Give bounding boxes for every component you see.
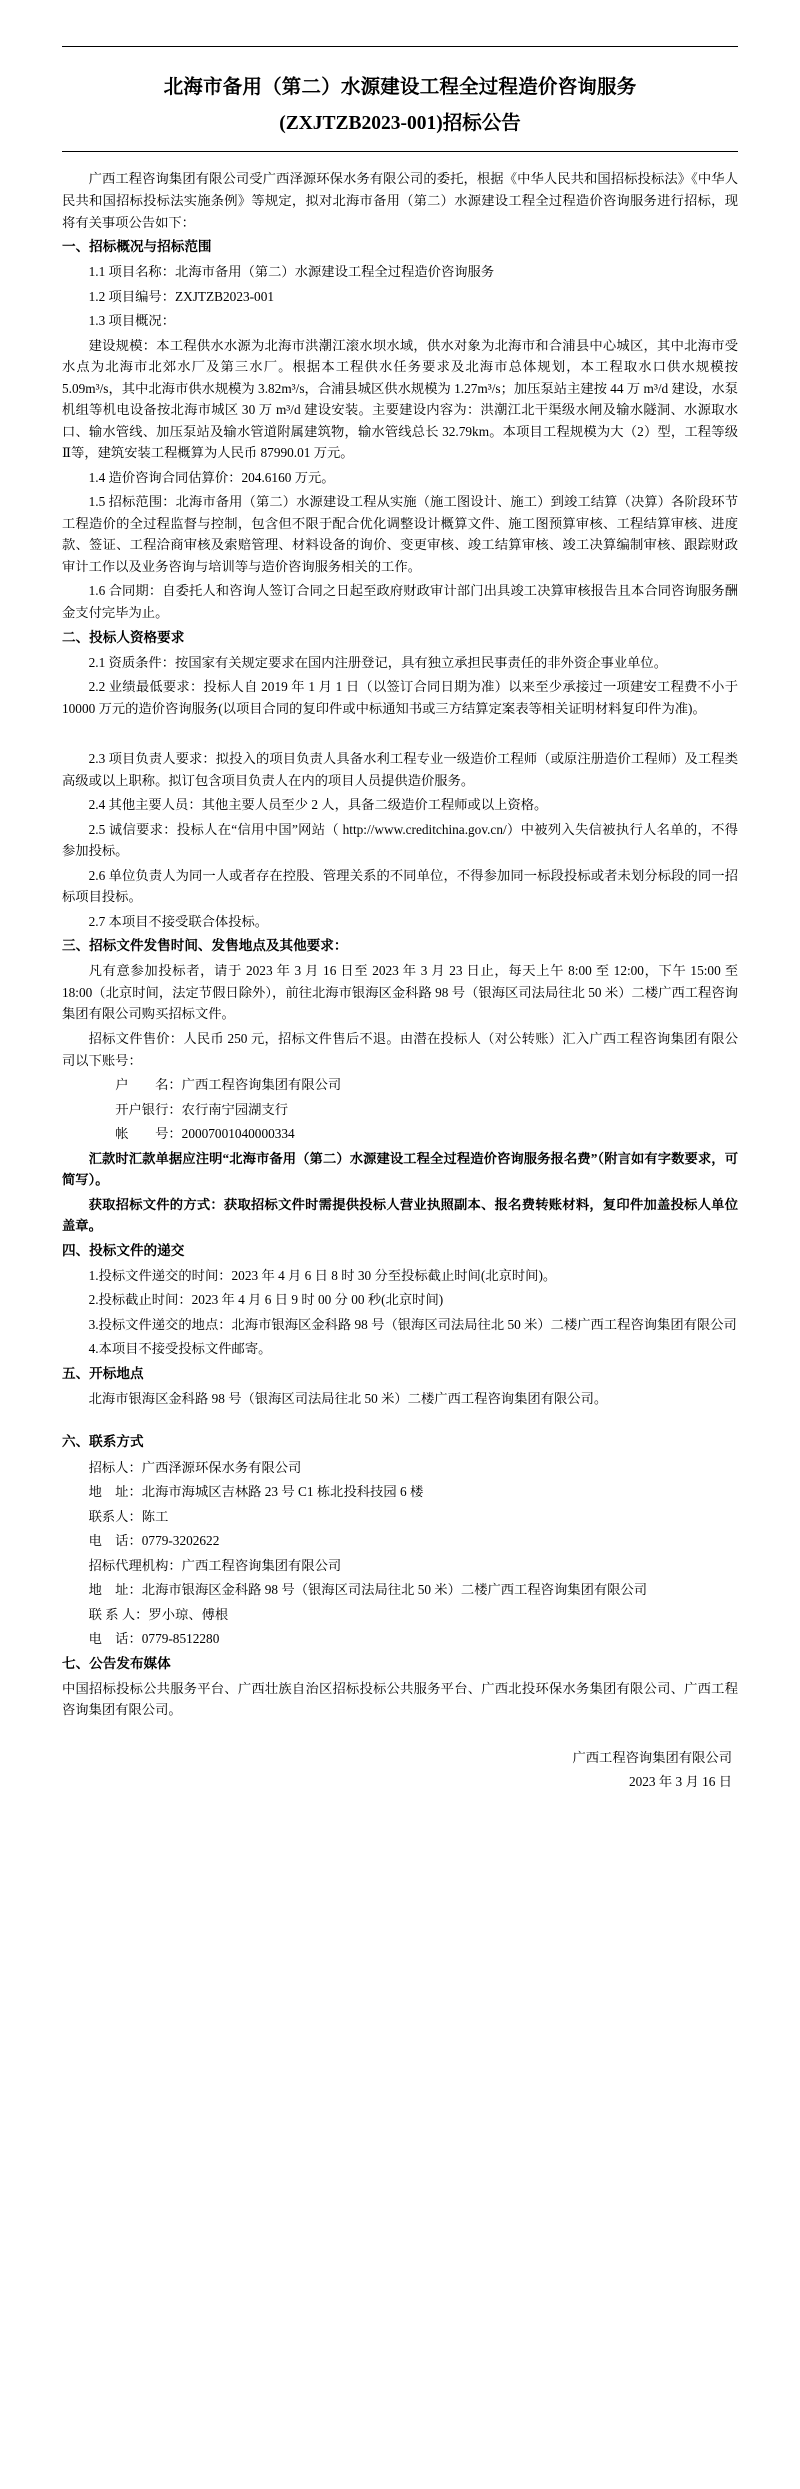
contact-row-4	[62, 1555, 738, 1577]
contact-label-3: 电 话：	[88, 1533, 142, 1549]
signature-block	[62, 1747, 738, 1794]
account-label-name: 户 名：	[115, 1077, 182, 1093]
contact-label-6: 联 系 人：	[88, 1606, 149, 1622]
contact-row-0	[62, 1457, 738, 1479]
page-title: 北海市备用（第二）水源建设工程全过程造价咨询服务	[163, 77, 637, 98]
contact-value-2: 陈工	[141, 1508, 169, 1524]
section-1-item-4: 建设规模：本工程供水水源为北海市洪潮江滚水坝水域，供水对象为北海市和合浦县中心城区，其中北海市受水点为北海市北郊水厂及第三水厂。根据本工程供水任务要求及北海市总体规划，本工程取水口供水规模按 5.09m³/s，其中北海市供水规模为 3.82m³/s，合浦县城区供水规模为 1.27m³/s；加压泵站主建按 44 万 m³/d 建设，水泵机组等机电设备按北海市城区 30 万 m³/d 建设安装。主要建设内容为：洪潮江北干渠级水闸及输水隧洞、水源取水口、输水管线、加压泵站及输水管道附属建筑物，输水管线总长 32.79km。本项目工程规模为大（2）型，工程等级Ⅱ等，建筑安装工程概算为人民币 87990.01 万元。	[62, 337, 739, 461]
section-heading-1: 一、招标概况与招标范围	[62, 239, 212, 255]
section-heading-3: 三、招标文件发售时间、发售地点及其他要求：	[62, 938, 348, 954]
section-2-item-5: 2.5 诚信要求：投标人在“信用中国”网站（ http://www.creditchina.gov.cn/）中被列入失信被执行人名单的，不得参加投标。	[62, 821, 738, 859]
account-label-number: 帐 号：	[115, 1126, 182, 1142]
contact-row-1	[62, 1481, 738, 1503]
section-2-item-2: 2.2 业绩最低要求：投标人自 2019 年 1 月 1 日（以签订合同日期为准）以来至少承接过一项建安工程费不小于 10000 万元的造价咨询服务(以项目合同的复印件或中标通知书或三方结算定案表等相关证明材料复印件为准)。	[62, 679, 738, 716]
account-row-name	[62, 1074, 738, 1096]
contact-label-4: 招标代理机构：	[88, 1557, 182, 1573]
contact-value-0: 广西泽源环保水务有限公司	[141, 1459, 302, 1475]
signature-date: 2023 年 3 月 16 日	[628, 1774, 732, 1790]
section-7-item-1: 中国招标投标公共服务平台、广西壮族自治区招标投标公共服务平台、广西北投环保水务集团有限公司、广西工程咨询集团有限公司。	[62, 1680, 738, 1718]
top-divider	[62, 46, 738, 47]
contact-value-6: 罗小琼、傅根	[148, 1606, 229, 1622]
account-value-number: 20007001040000334	[181, 1126, 295, 1142]
section-4-item-4: 4.本项目不接受投标文件邮寄。	[88, 1341, 272, 1357]
contact-value-4: 广西工程咨询集团有限公司	[181, 1557, 342, 1573]
contact-value-5: 北海市银海区金科路 98 号（银海区司法局往北 50 米）二楼广西工程咨询集团有限公司	[141, 1582, 648, 1598]
contact-value-3: 0779-3202622	[141, 1533, 220, 1549]
intro-paragraph: 广西工程咨询集团有限公司受广西泽源环保水务有限公司的委托，根据《中华人民共和国招标投标法》《中华人民共和国招标投标法实施条例》等规定，拟对北海市备用（第二）水源建设工程全过程造价咨询服务进行招标，现将有关事项公告如下：	[62, 171, 738, 230]
section-heading-6: 六、联系方式	[62, 1434, 144, 1450]
contact-row-5	[62, 1579, 738, 1601]
section-4-item-1: 1.投标文件递交的时间：2023 年 4 月 6 日 8 时 30 分至投标截止时间(北京时间)。	[88, 1267, 557, 1283]
section-2-item-6: 2.6 单位负责人为同一人或者存在控股、管理关系的不同单位，不得参加同一标段投标或者未划分标段的同一招标项目投标。	[62, 867, 738, 905]
section-4-item-2: 2.投标截止时间：2023 年 4 月 6 日 9 时 00 分 00 秒(北京时间)	[88, 1292, 444, 1308]
contact-label-2: 联系人：	[88, 1508, 142, 1524]
title-divider	[62, 151, 738, 152]
contact-label-5: 地 址：	[88, 1582, 142, 1598]
section-2-item-7: 2.7 本项目不接受联合体投标。	[88, 913, 269, 929]
account-label-bank: 开户银行：	[115, 1101, 182, 1117]
section-1-item-6: 1.5 招标范围：北海市备用（第二）水源建设工程从实施（施工图设计、施工）到竣工结算（决算）各阶段环节工程造价的全过程监督与控制，包含但不限于配合优化调整设计概算文件、施工图预算审核、工程结算审核、进度款、签证、工程洽商审核及索赔管理、材料设备的询价、变更审核、竣工结算审核、竣工决算编制审核、跟踪财政审计工作以及业务咨询与培训等与造价咨询服务相关的工作。	[62, 494, 738, 574]
section-3-item-2: 招标文件售价：人民币 250 元，招标文件售后不退。由潜在投标人（对公转账）汇入广西工程咨询集团有限公司以下账号：	[62, 1031, 738, 1068]
section-1-item-2: 1.2 项目编号：ZXJTZB2023-001	[88, 288, 275, 304]
section-1-item-3: 1.3 项目概况：	[88, 313, 176, 329]
contact-row-2	[62, 1506, 738, 1528]
signature-company: 广西工程咨询集团有限公司	[572, 1749, 732, 1765]
section-1-item-5: 1.4 造价咨询合同估算价：204.6160 万元。	[88, 469, 335, 485]
contact-label-0: 招标人：	[88, 1459, 142, 1475]
contact-label-7: 电 话：	[88, 1631, 142, 1647]
section-3-note-2: 获取招标文件的方式：获取招标文件时需提供投标人营业执照副本、报名费转账材料，复印件加盖投标人单位盖章。	[62, 1196, 738, 1234]
section-2-item-3: 2.3 项目负责人要求：拟投入的项目负责人具备水利工程专业一级造价工程师（或原注册造价工程师）及工程类高级或以上职称。拟订包含项目负责人在内的项目人员提供造价服务。	[62, 751, 738, 788]
section-1-item-1: 1.1 项目名称：北海市备用（第二）水源建设工程全过程造价咨询服务	[88, 264, 495, 280]
section-heading-7: 七、公告发布媒体	[62, 1655, 171, 1671]
contact-row-3	[62, 1530, 738, 1552]
section-5-item-1: 北海市银海区金科路 98 号（银海区司法局往北 50 米）二楼广西工程咨询集团有限公司。	[88, 1390, 608, 1406]
account-row-bank	[62, 1099, 738, 1121]
contact-label-1: 地 址：	[88, 1484, 142, 1500]
section-heading-2: 二、投标人资格要求	[62, 629, 185, 645]
section-2-item-1: 2.1 资质条件：按国家有关规定要求在国内注册登记，具有独立承担民事责任的非外资企事业单位。	[88, 654, 668, 670]
page-title-second-line: (ZXJTZB2023-001)招标公告	[279, 113, 521, 135]
section-gap	[62, 1412, 738, 1428]
section-3-note-1: 汇款时汇款单据应注明“北海市备用（第二）水源建设工程全过程造价咨询服务报名费”（附言如有字数要求，可简写）。	[62, 1150, 738, 1188]
section-heading-5: 五、开标地点	[62, 1365, 144, 1381]
page-gap	[62, 722, 738, 748]
section-heading-4: 四、投标文件的递交	[62, 1242, 185, 1258]
section-4-item-3: 3.投标文件递交的地点：北海市银海区金科路 98 号（银海区司法局往北 50 米）二楼广西工程咨询集团有限公司	[88, 1316, 737, 1332]
account-value-bank: 农行南宁园湖支行	[181, 1101, 289, 1117]
section-2-item-4: 2.4 其他主要人员：其他主要人员至少 2 人，具备二级造价工程师或以上资格。	[88, 797, 548, 813]
account-value-name: 广西工程咨询集团有限公司	[181, 1077, 342, 1093]
section-1-item-7: 1.6 合同期：自委托人和咨询人签订合同之日起至政府财政审计部门出具竣工决算审核报告且本合同咨询服务酬金支付完毕为止。	[62, 583, 738, 621]
contact-row-6	[62, 1604, 738, 1626]
contact-value-1: 北海市海城区吉林路 23 号 C1 栋北投科技园 6 楼	[141, 1484, 424, 1500]
contact-value-7: 0779-8512280	[141, 1631, 220, 1647]
contact-row-7	[62, 1628, 738, 1650]
account-row-number	[62, 1123, 738, 1145]
section-3-item-1: 凡有意参加投标者，请于 2023 年 3 月 16 日至 2023 年 3 月 23 日止，每天上午 8:00 至 12:00，下午 15:00 至 18:00（北京时间，法定节假日除外），前往北海市银海区金科路 98 号（银海区司法局往北 50 米）二楼广西工程咨询集团有限公司购买招标文件。	[62, 963, 738, 1022]
